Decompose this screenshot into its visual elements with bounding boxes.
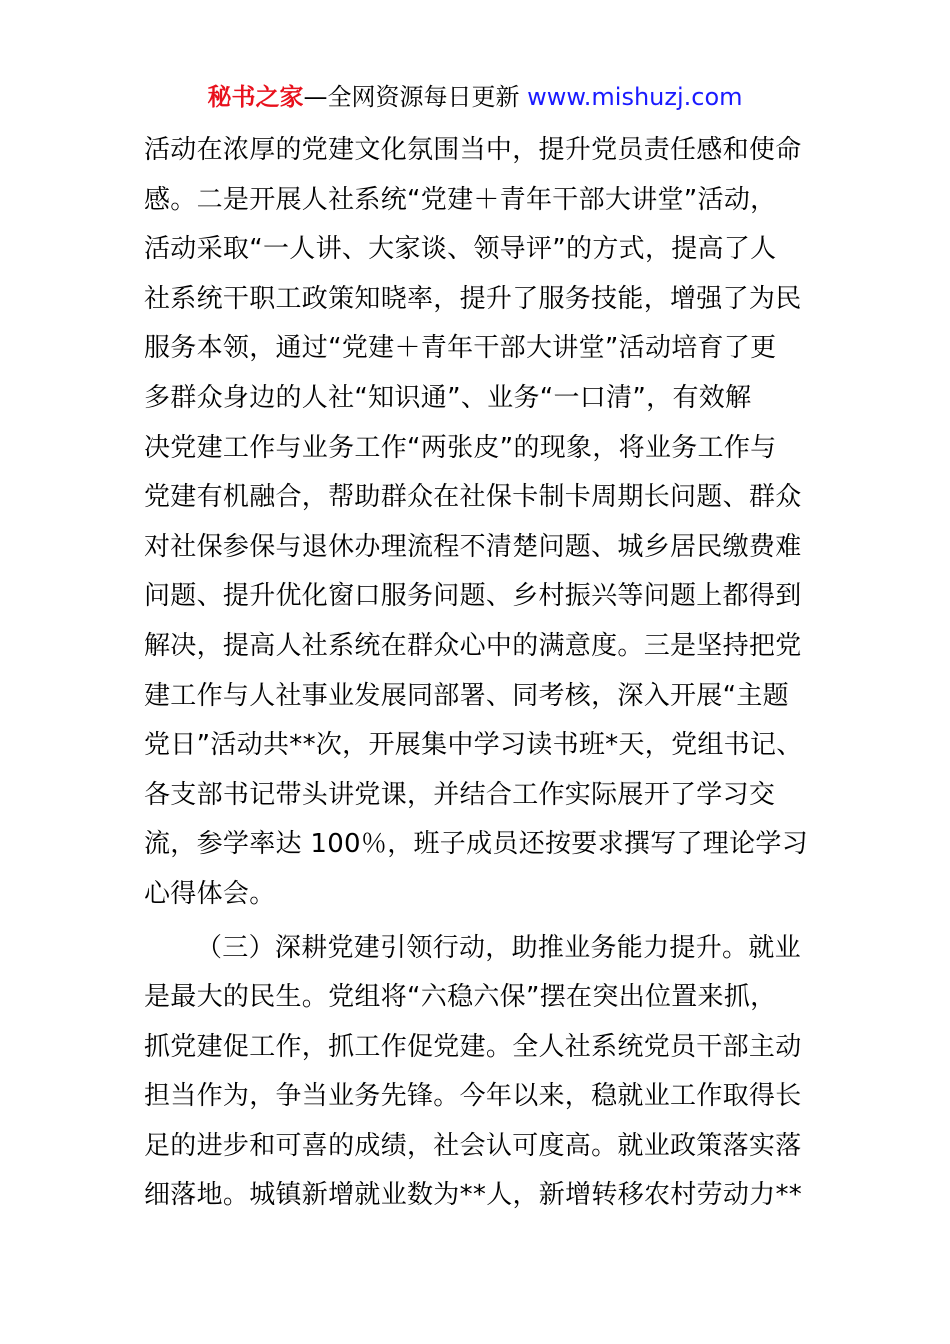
text-line: 心得体会。 [144, 878, 276, 909]
text-line: 服务本领，通过“党建＋青年干部大讲堂”活动培育了更 [144, 333, 777, 364]
section-heading-line: （三）深耕党建引领行动，助推业务能力提升。就业 [196, 932, 801, 963]
text-line: 是最大的民生。党组将“六稳六保”摆在突出位置来抓， [144, 982, 777, 1013]
text-line: 流，参学率达 100％，班子成员还按要求撰写了理论学习 [144, 829, 808, 860]
text-line: 足的进步和可喜的成绩，社会认可度高。就业政策落实落 [144, 1130, 802, 1161]
text-line: 党日”活动共**次，开展集中学习读书班*天，党组书记、 [144, 730, 803, 761]
text-line: 党建有机融合，帮助群众在社保卡制卡周期长问题、群众 [144, 482, 802, 513]
text-line: 细落地。城镇新增就业数为**人，新增转移农村劳动力** [144, 1180, 803, 1211]
page-header [0, 80, 950, 114]
text-line: 感。二是开展人社系统“党建＋青年干部大讲堂”活动， [144, 184, 777, 215]
text-line: 问题、提升优化窗口服务问题、乡村振兴等问题上都得到 [144, 581, 802, 612]
text-line: 各支部书记带头讲党课，并结合工作实际展开了学习交 [144, 779, 776, 810]
text-line: 担当作为，争当业务先锋。今年以来，稳就业工作取得长 [144, 1081, 802, 1112]
header-tagline: —全网资源每日更新 [303, 83, 528, 111]
text-line: 解决，提高人社系统在群众心中的满意度。三是坚持把党 [144, 630, 802, 661]
text-line: 决党建工作与业务工作“两张皮”的现象，将业务工作与 [144, 432, 777, 463]
text-line: 活动采取“一人讲、大家谈、领导评”的方式，提高了人 [144, 234, 777, 265]
text-line: 建工作与人社事业发展同部署、同考核，深入开展“主题 [144, 680, 789, 711]
text-line: 抓党建促工作，抓工作促党建。全人社系统党员干部主动 [144, 1031, 802, 1062]
brand-name: 秘书之家 [207, 83, 304, 111]
text-line: 对社保参保与退休办理流程不清楚问题、城乡居民缴费难 [144, 531, 802, 562]
document-body [144, 126, 814, 1221]
text-line: 活动在浓厚的党建文化氛围当中，提升党员责任感和使命 [144, 135, 802, 165]
text-line: 社系统干职工政策知晓率，提升了服务技能，增强了为民 [144, 283, 802, 314]
site-url[interactable]: www.mishuzj.com [527, 83, 743, 111]
text-line: 多群众身边的人社“知识通”、业务“一口清”，有效解 [144, 382, 752, 413]
